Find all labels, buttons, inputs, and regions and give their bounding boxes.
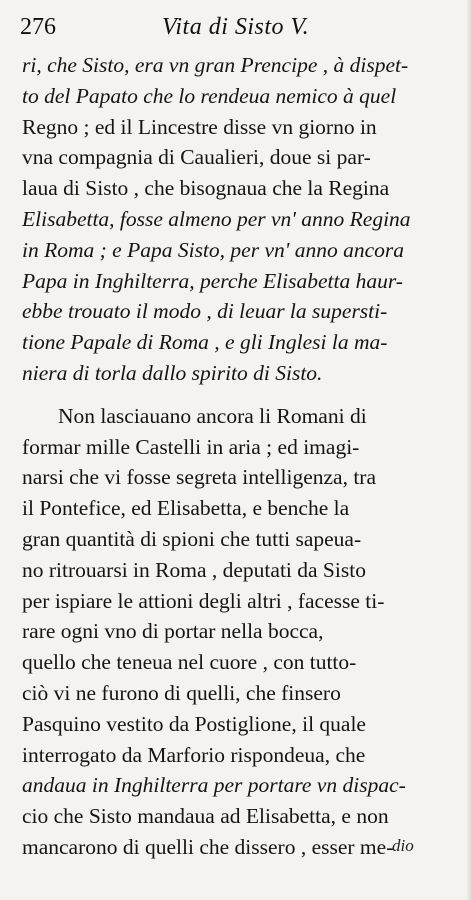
page-footer [0,828,472,888]
running-head: Vita di Sisto V. [162,14,310,40]
text-line: mancarono di quelli che dissero , esser me- [22,834,394,859]
paragraph-gap [22,389,452,401]
text-line: rare ogni vno di portar nella bocca, [22,619,324,644]
page-header [20,14,450,50]
text-line: interrogato da Marforio rispondeua, che [22,742,366,767]
text-line: gran quantità di spioni che tutti sapeua- [22,526,362,551]
catchword: dio [392,836,414,855]
text-line: in Roma ; e Papa Sisto, per vn' anno ancora [22,237,404,262]
text-line: ri, che Sisto, era vn gran Prencipe , à dispet- [22,53,409,77]
text-line [22,112,452,143]
text-line [22,81,452,112]
text-line: niera di torla dallo spirito di Sisto. [22,360,323,385]
text-line: narsi che vi fosse segreta intelligenza, tra [22,465,377,490]
text-line: quello che teneua nel cuore , con tutto- [22,650,357,675]
text-line: andaua in Inghilterra per portare vn dispac- [22,773,406,798]
text-line: il Pontefice, ed Elisabetta, e benche la [22,496,350,521]
text-line: ebbe trouato il modo , di leuar la supersti- [22,299,388,324]
text-line: Non lasciauano ancora li Romani di [58,403,367,428]
text-line: ciò vi ne furono di quelli, che finsero [22,680,341,705]
body-text [22,50,452,863]
text-line: per ispiare le attioni degli altri , facesse ti- [22,588,385,613]
text-line: Pasquino vestito da Postiglione, il quale [22,711,366,736]
text-line: tione Papale di Roma , e gli Inglesi la ma- [22,330,388,355]
text-line: formar mille Castelli in aria ; ed imagi- [22,434,360,459]
text-line: no ritrouarsi in Roma , deputati da Sisto [22,557,366,582]
page-edge-shadow [466,0,472,900]
text-line-mixed: Regno ; ed il Lincestre disse vn giorno in [22,114,377,139]
text-line: Elisabetta, fosse almeno per vn' anno Regina [22,206,411,231]
text-line: Papa in Inghilterra, perche Elisabetta haur- [22,268,403,293]
text-line: laua di Sisto , che bisognaua che la Regina [22,176,390,201]
page-number: 276 [20,14,56,40]
text-line: vna compagnia di Caualieri, doue si par- [22,145,371,170]
text-line: cio che Sisto mandaua ad Elisabetta, e non [22,804,389,829]
text-line-italic: to del Papato che lo rendeua nemico à quel [22,83,397,108]
